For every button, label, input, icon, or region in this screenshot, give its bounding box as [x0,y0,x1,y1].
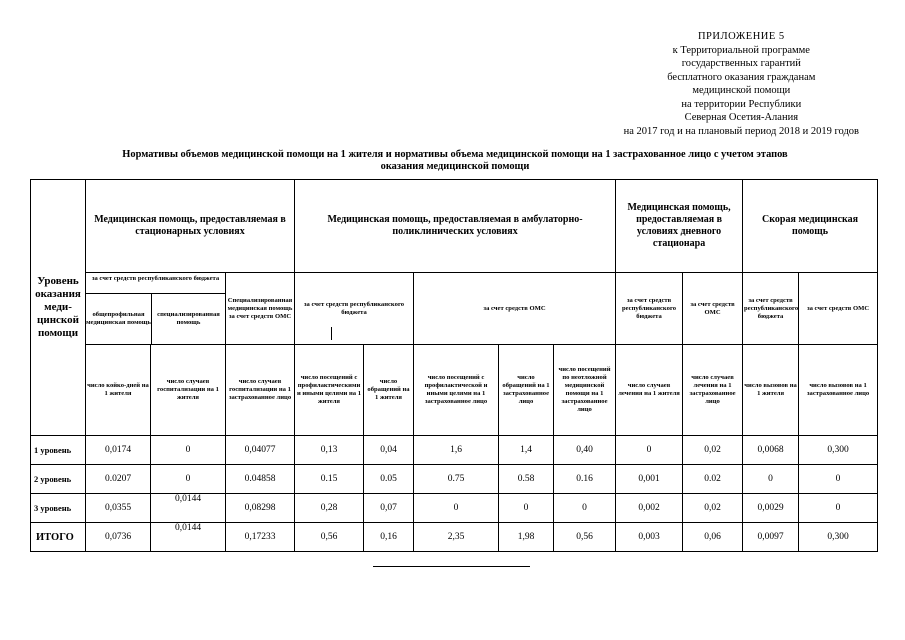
table-cell: 0,16 [364,523,414,552]
table-cell: 0 [799,465,878,494]
cell-upper-value: 0,0144 [174,494,202,504]
sub-day-budget: за счет средств республиканского бюджета [616,273,683,345]
table-cell: 2,35 [414,523,499,552]
table-cell: 0.0207 [86,465,151,494]
appendix-line: на 2017 год и на плановый период 2018 и 2019 годов [623,125,859,137]
table-cell: 0,02 [683,494,743,523]
group-header-day-hospital: Медицинская помощь, предоставляемая в условиях дневного стационара [616,180,743,273]
indicator-header: число случаев лечения на 1 жителя [616,345,683,436]
appendix-line: к Территориальной программе [672,44,810,56]
table-cell: 0 [799,494,878,523]
table-cell: 0.04858 [226,465,295,494]
sub-general-care: общепрофильная медицинская помощь [86,294,152,344]
group-header-ambulance: Скорая медицинская помощь [743,180,878,273]
appendix-line: государственных гарантий [681,58,801,69]
table-cell: 0,0736 [86,523,151,552]
table-cell: 0,003 [616,523,683,552]
table-cell: 0,04077 [226,436,295,465]
table-cell: 0 [616,436,683,465]
table-cell: 0,56 [295,523,364,552]
table-cell: 1,6 [414,436,499,465]
footer-divider [373,566,530,567]
row-label: 2 уровень [31,465,86,494]
table-cell: 0,13 [295,436,364,465]
title-line: Нормативы объемов медицинской помощи на 1 жителя и нормативы объема медицинской помощи на 1 застрахованное лицо с учетом этапов [122,149,788,160]
table-cell: 0,40 [554,436,616,465]
table-cell: 1,98 [499,523,554,552]
indicator-header: число посещений с профилактическими и иными целями на 1 жителя [295,345,364,436]
sub-outpatient-oms: за счет средств ОМС [414,273,616,345]
row-label: ИТОГО [31,523,86,552]
table-cell: 0 [499,494,554,523]
table-cell [151,494,226,523]
table-cell: 0,56 [554,523,616,552]
table-cell: 0,02 [683,436,743,465]
document-title [30,149,880,173]
appendix-title: ПРИЛОЖЕНИЕ 5 [697,31,785,42]
row-header: Уровень оказания меди-цинской помощи [31,180,86,436]
indicator-header: число посещений с профилактической и иными целями на 1 застрахованное лицо [414,345,499,436]
table-cell: 1,4 [499,436,554,465]
table-cell: 0,08298 [226,494,295,523]
indicator-header: число вызовов на 1 жителя [743,345,799,436]
sub-outpatient-budget: за счет средств республиканского бюджета [295,273,414,345]
row-label: 1 уровень [31,436,86,465]
indicator-header: число обращений на 1 жителя [364,345,414,436]
sub-specialized-care: специализированная помощь [157,311,220,326]
indicator-header: число обращений на 1 застрахованное лицо [499,345,554,436]
table-row [31,436,878,465]
table-row [31,494,878,523]
table-cell: 0,0068 [743,436,799,465]
sub-day-oms: за счет средств ОМС [683,273,743,345]
table-cell: 0 [414,494,499,523]
cell-upper-value: 0,0144 [174,523,202,533]
table-cell: 0.15 [295,465,364,494]
row-label: 3 уровень [31,494,86,523]
table-cell: 0,0355 [86,494,151,523]
appendix-line: Северная Осетия-Алания [684,112,799,123]
table-cell: 0,17233 [226,523,295,552]
appendix-line: бесплатного оказания гражданам [667,71,816,83]
title-line: оказания медицинской помощи [380,161,530,172]
table-cell: 0,0097 [743,523,799,552]
table-cell: 0,0174 [86,436,151,465]
indicator-header: число случаев лечения на 1 застрахованное лицо [683,345,743,436]
table-row [31,465,878,494]
sub-inpatient-budget [86,273,226,345]
table-cell: 0.16 [554,465,616,494]
indicator-header: число посещений по неотложной медицинской помощи на 1 застрахованное лицо [554,345,616,436]
appendix-line: на территории Республики [681,98,802,110]
sub-ambulance-budget: за счет средств республиканского бюджета [743,273,799,345]
table-cell: 0,002 [616,494,683,523]
table-row-total [31,523,878,552]
indicator-header: число койко-дней на 1 жителя [86,345,151,436]
table-cell: 0,300 [799,436,878,465]
appendix-line: медицинской помощи [692,85,791,96]
table-cell: 0,04 [364,436,414,465]
sub-inpatient-budget-label: за счет средств республиканского бюджета [86,273,225,294]
indicator-header: число случаев госпитализации на 1 жителя [151,345,226,436]
table-cell: 0 [743,465,799,494]
appendix-block [624,30,859,138]
table-cell: 0 [554,494,616,523]
table-cell: 0 [151,465,226,494]
indicator-header: число случаев госпитализации на 1 застрахованное лицо [226,345,295,436]
table-cell: 0,0029 [743,494,799,523]
table-cell: 0.02 [683,465,743,494]
table-cell: 0.58 [499,465,554,494]
table-cell: 0.05 [364,465,414,494]
table-cell: 0.75 [414,465,499,494]
table-cell: 0,06 [683,523,743,552]
norms-table [30,179,878,552]
sub-ambulance-oms: за счет средств ОМС [799,273,878,345]
sub-inpatient-oms: Специализированная медицинская помощь за счет средств ОМС [226,273,295,345]
group-header-outpatient: Медицинская помощь, предоставляемая в амбулаторно-поликлинических условиях [295,180,616,273]
table-cell: 0,300 [799,523,878,552]
group-header-inpatient: Медицинская помощь, предоставляемая в стационарных условиях [86,180,295,273]
table-cell: 0,001 [616,465,683,494]
table-cell: 0 [151,436,226,465]
text-cursor-mark [331,327,332,340]
table-cell: 0,28 [295,494,364,523]
table-cell: 0,07 [364,494,414,523]
indicator-header: число вызовов на 1 застрахованное лицо [799,345,878,436]
table-cell [151,523,226,552]
